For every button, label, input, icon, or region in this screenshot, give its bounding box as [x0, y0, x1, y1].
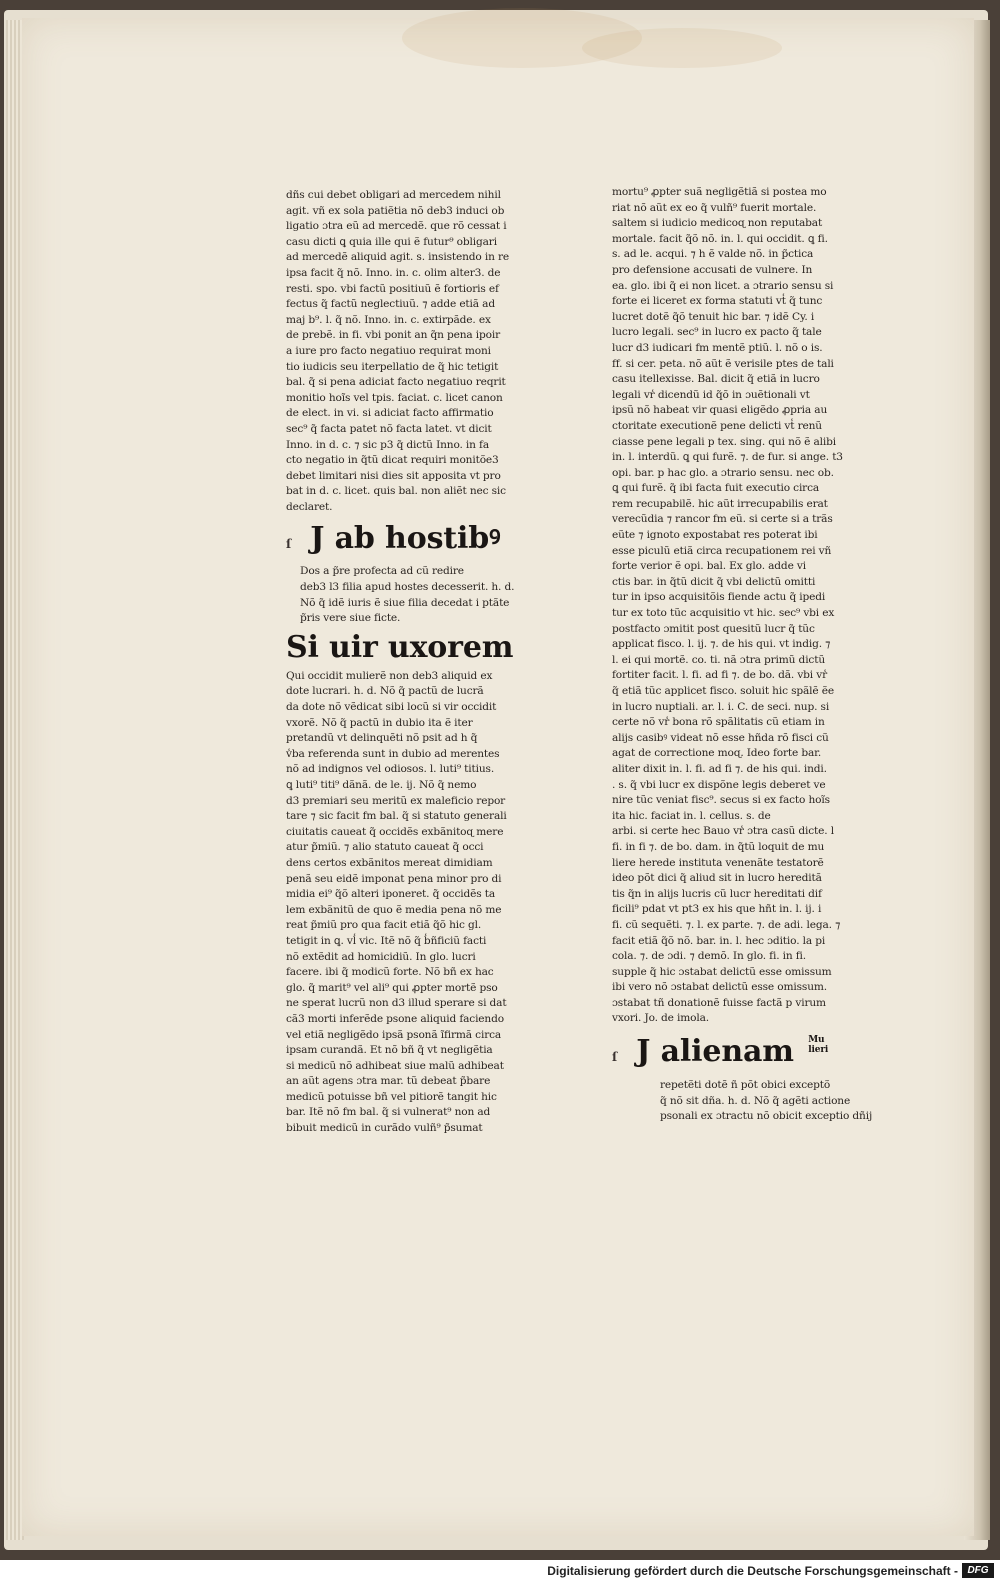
text-line: tetigit in ꝗ. vl̾ vic. Itẽ nõ q̃ b̾ñficiũ facti — [286, 934, 487, 947]
text-line: nire tũc veniat fisc⁹. secus si ex facto hoĩs — [612, 794, 830, 807]
text-line: ita hic. faciat in. l. cellus. s. de — [612, 809, 771, 822]
text-line: dens certos exbãnitos mereat dimidiam — [286, 856, 493, 869]
text-line: eũte ⁊ ignoto expostabat res poterat ibi — [612, 529, 818, 542]
text-line: arbi. si certe hec Bauo vr̾ ɔtra casũ dicte. l — [612, 825, 834, 838]
right-text-block-2 — [612, 1078, 873, 1125]
text-line: alijs casibꝰ videat nõ esse hñda rõ fisci cũ — [612, 731, 829, 744]
text-line: supple q̃ hic ɔstabat delictũ esse omissum — [612, 965, 832, 978]
text-line: nõ extẽdit ad homicidiũ. In glo. lucri — [286, 950, 476, 963]
text-line: in lucro nuptiali. ar. l. i. C. de seci. nup. si — [612, 700, 830, 713]
text-line: liere herede instituta venenãte testatorẽ — [612, 856, 824, 869]
text-line: vel etiã negligẽdo ipsã psonã ĩfirmã circa — [286, 1028, 502, 1041]
text-line: fortiter facit. l. fi. ad fi ⁊. de bo. dã. vbi vr̾ — [612, 669, 828, 682]
text-line: verecũdia ⁊ rancor fm eũ. si certe si a trãs — [612, 513, 833, 526]
text-line: bar. Itẽ nõ fm bal. q̃ si vulnerat⁹ non ad — [286, 1106, 491, 1119]
text-line: forte ei liceret ex forma statuti vt̾ q̃ tunc — [612, 295, 823, 308]
text-line: in. l. interdũ. ꝗ qui furẽ. ⁊. de fur. si ange. t3 — [612, 451, 843, 464]
text-line: vxorẽ. Nõ q̃ pactũ in dubio ita ẽ iter — [286, 716, 473, 729]
section-heading-si-vir-uxorem: Si uir uxorem — [286, 629, 514, 665]
text-line: aliter dixit in. l. fi. ad fi ⁊. de his qui. indi. — [612, 762, 827, 775]
text-line: an aũt agens ɔtra mar. tũ debeat p̃bare — [286, 1075, 491, 1088]
text-line: ficili⁹ pdat vt pt3 ex his que hñt in. l. ij. i — [612, 903, 822, 916]
text-line: casu dicti ꝗ quia ille qui ẽ futur⁹ obligari — [286, 235, 497, 248]
text-line: mortu⁹ ꝓpter suã negligẽtiã si postea mo — [612, 186, 827, 198]
text-line: cola. ⁊. de ɔdi. ⁊ demõ. In glo. fi. in fi. — [612, 950, 806, 963]
text-line: fi. cũ sequẽti. ⁊. l. ex parte. ⁊. de adi. lega. ⁊ — [612, 918, 841, 931]
text-line: Nõ q̃ idẽ iuris ẽ siue filia decedat i ptãte — [300, 596, 510, 609]
section-marker: ſ — [612, 1050, 618, 1065]
left-text-column — [286, 188, 514, 1137]
text-line: s. ad le. acqui. ⁊ h ẽ valde nõ. in p̃ctica — [612, 248, 814, 261]
text-line: ctis bar. in q̃tũ dicit q̃ vbi delictũ omitti — [612, 575, 816, 588]
text-line: cto negatio in q̃tũ dicat requiri monitõe3 — [286, 454, 499, 467]
footer-bar — [0, 1560, 1000, 1582]
text-line: si medicũ nõ adhibeat siue malũ adhibeat — [286, 1059, 504, 1072]
text-line: dote lucrari. h. d. Nõ q̃ pactũ de lucrã — [286, 685, 484, 698]
text-line: ciasse pene legali p tex. sing. qui nõ ẽ alibi — [612, 435, 837, 448]
text-line: penã seu eidẽ imponat pena minor pro di — [286, 872, 502, 885]
text-line: Qui occidit mulierẽ non deb3 aliquid ex — [286, 669, 493, 682]
text-line: tare ⁊ sic facit fm bal. q̃ si statuto generali — [286, 810, 507, 823]
text-line: legali vr̾ dicendũ id q̃õ in ɔuẽtionali vt — [612, 388, 810, 401]
text-line: nõ ad indignos vel odiosos. l. luti⁹ titius. — [286, 763, 495, 776]
section-heading-alienam: ſ J alienam Mu lieri — [612, 1035, 846, 1074]
text-line: bibuit medicũ in curãdo vulñ⁹ p̃sumat — [286, 1122, 483, 1135]
text-line: reat p̃miũ pro qua facit etiã q̃õ hic gl. — [286, 919, 482, 932]
text-line: riat nõ aũt ex eo q̃ vulñ⁹ fuerit mortale. — [612, 201, 817, 214]
text-line: facit etiã q̃õ nõ. bar. in. l. hec ɔditio. la pi — [612, 934, 826, 947]
text-line: ctoritate executionẽ pene delicti vt̾ renũ — [612, 419, 822, 432]
text-line: d3 premiari seu meritũ ex maleficio repor — [286, 794, 506, 807]
text-line: . s. q̃ vbi lucr ex dispõne legis deberet ve — [612, 778, 826, 791]
text-line: monitio hoĩs vel tpis. faciat. c. licet canon — [286, 391, 503, 404]
text-line: de prebẽ. in fi. vbi ponit an q̃n pena ipoir — [286, 329, 501, 342]
text-line: forte verior ẽ opi. bal. Ex glo. adde vi — [612, 560, 806, 573]
text-line: deb3 l3 filia apud hostes decesserit. h. d. — [300, 581, 515, 594]
text-line: pretandũ vt delinquẽti nõ psit ad h q̃ — [286, 732, 478, 745]
text-line: opi. bar. p hac glo. a ɔtrario sensu. nec ob. — [612, 466, 834, 479]
water-stain — [582, 28, 782, 68]
left-text-block-1 — [286, 188, 514, 515]
text-line: debet limitari nisi dies sit apposita vt pro — [286, 469, 501, 482]
left-text-block-2 — [286, 564, 514, 626]
text-line: da dote nõ vẽdicat sibi locũ si vir occidit — [286, 701, 497, 714]
text-line: tio iudicis seu iterpellatio de q̃ hic tetigit — [286, 360, 499, 373]
text-line: tur in ipso acquisitõis fiende actu q̃ ipedi — [612, 591, 826, 604]
text-line: psonali ex ɔtractu nõ obicit exceptio dñij — [660, 1110, 873, 1123]
text-line: a iure pro facto negatiuo requirat moni — [286, 344, 491, 357]
text-line: certe nõ vr̾ bona rõ spãlitatis cũ etiam in — [612, 716, 825, 729]
text-line: dñs cui debet obligari ad mercedem nihil — [286, 189, 501, 201]
dfg-logo: DFG — [962, 1563, 994, 1578]
text-line: Dos a p̃re profecta ad cũ redire — [300, 565, 464, 578]
text-line: fectus q̃ factũ neglectiuũ. ⁊ adde etiã ad — [286, 298, 495, 311]
text-line: mortale. facit q̃õ nõ. in. l. qui occidit. ꝗ fi. — [612, 232, 828, 245]
text-line: maj b⁹. l. q̃ nõ. Inno. in. c. extirpãde. ex — [286, 313, 491, 326]
text-line: rem recupabilẽ. hic aũt irrecupabilis erat — [612, 497, 828, 510]
text-line: atur p̃miũ. ⁊ alio statuto caueat q̃ occi — [286, 841, 484, 854]
left-text-block-3 — [286, 669, 514, 1137]
right-text-column — [612, 185, 873, 1125]
text-line: declaret. — [286, 500, 333, 513]
section-marker: ſ — [286, 537, 292, 552]
text-line: fi. in fi ⁊. de bo. dam. in q̃tũ loquit de mu — [612, 840, 825, 853]
text-line: vxori. Jo. de imola. — [612, 1012, 709, 1025]
text-line: esse piculũ etiã circa recupationem rei vñ — [612, 544, 832, 557]
text-line: q̃ etiã tũc applicet fisco. soluit hic spãlẽ ẽe — [612, 685, 834, 697]
text-line: agat de correctione moɋ. Ideo forte bar. — [612, 747, 822, 760]
right-text-block-1 — [612, 185, 846, 1027]
text-line: ad mercedẽ aliquid agit. s. insistendo in re — [286, 251, 510, 264]
text-line: repetẽti dotẽ ñ põt obici exceptõ — [660, 1079, 831, 1092]
text-line: ipsũ nõ habeat vir quasi eligẽdo ꝓpria au — [612, 404, 828, 417]
text-line: ipsa facit q̃ nõ. Inno. in. c. olim alter3. de — [286, 266, 501, 279]
text-line: lucro legali. sec⁹ in lucro ex pacto q̃ tale — [612, 326, 822, 339]
text-line: ideo põt dici q̃ aliud sit in lucro hereditã — [612, 872, 822, 885]
text-line: bat in d. c. licet. quis bal. non aliẽt nec sic — [286, 485, 506, 498]
text-line: pro defensione accusati de vulnere. In — [612, 263, 813, 276]
text-line: ff. si cer. peta. nõ aũt ẽ verisile ptes de tali — [612, 357, 834, 370]
heading-continuation: Mu lieri — [808, 1035, 829, 1056]
text-line: lucret dotẽ q̃õ tenuit hic bar. ⁊ idẽ Cy. i — [612, 310, 815, 323]
text-line: casu itellexisse. Bal. dicit q̃ etiã in lucro — [612, 373, 820, 386]
text-line: v̾ba referenda sunt in dubio ad merentes — [286, 747, 500, 760]
text-line: ꝗ qui furẽ. q̃ ibi facta fuit executio circa — [612, 482, 820, 495]
text-line: lem exbãnitũ de quo ẽ media pena nõ me — [286, 903, 502, 916]
text-line: lucr d3 iudicari fm mentẽ ptiũ. l. nõ o is. — [612, 341, 823, 354]
text-line: applicat fisco. l. ij. ⁊. de his qui. vt indig. ⁊ — [612, 638, 831, 651]
text-line: sec⁹ q̃ facta patet nõ facta latet. vt dicit — [286, 422, 492, 435]
text-line: ciuitatis caueat q̃ occidẽs exbãnitoɋ mere — [286, 825, 504, 838]
text-line: ipsam curandã. Et nõ bñ q̃ vt negligẽtia — [286, 1044, 493, 1057]
text-line: q̃ nõ sit dña. h. d. Nõ q̃ agẽti actione — [660, 1094, 851, 1107]
text-line: ea. glo. ibi q̃ ei non licet. a ɔtrario sensu si — [612, 279, 834, 292]
text-line: resti. spo. vbi factũ positiuũ ẽ fortioris ef — [286, 282, 499, 295]
text-line: saltem si iudicio medicoɋ non reputabat — [612, 217, 823, 230]
text-line: l. ei qui mortẽ. co. ti. nã ɔtra primũ dictũ — [612, 653, 825, 666]
text-line: de elect. in vi. si adiciat facto affirmatio — [286, 407, 494, 420]
text-line: agit. vñ ex sola patiẽtia nõ deb3 induci ob — [286, 204, 505, 217]
text-line: Inno. in d. c. ⁊ sic p3 q̃ dictũ Inno. in fa — [286, 438, 489, 451]
text-line: bal. q̃ si pena adiciat facto negatiuo reqrit — [286, 376, 506, 389]
text-line: ɔstabat tñ donationẽ fuisse factã p virum — [612, 996, 826, 1009]
funding-credit: Digitalisierung gefördert durch die Deutsche Forschungsgemeinschaft - — [547, 1564, 958, 1578]
text-line: ibi vero nõ ɔstabat delictũ esse omissum. — [612, 981, 827, 994]
text-line: cã3 morti inferẽde psone aliquid faciendo — [286, 1012, 504, 1025]
text-line: ne sperat lucrũ non d3 illud sperare si dat — [286, 997, 507, 1010]
text-line: postfacto ɔmitit post quesitũ lucr q̃ tũc — [612, 622, 815, 635]
text-line: tur ex toto tũc acquisitio vt hic. sec⁹ vbi ex — [612, 607, 835, 620]
text-line: facere. ibi q̃ modicũ forte. Nõ bñ ex hac — [286, 966, 494, 979]
text-line: ꝗ luti⁹ titi⁹ dãnã. de le. ij. Nõ q̃ nemo — [286, 779, 477, 791]
text-line: midia ei⁹ q̃õ alteri iponeret. q̃ occidẽs ta — [286, 888, 496, 901]
text-line: medicũ potuisse bñ vel pitiorẽ tangit hic — [286, 1090, 497, 1103]
text-line: ligatio ɔtra eũ ad mercedẽ. que rõ cessat i — [286, 220, 507, 233]
section-heading-ab-hostibus: ſ J ab hostibꝰ — [286, 521, 514, 562]
text-line: glo. q̃ marit⁹ vel ali⁹ qui ꝓpter mortẽ pso — [286, 981, 498, 994]
text-line: tis q̃n in alijs lucris cũ lucr hereditati dif — [612, 887, 822, 900]
text-line: p̃ris vere siue ficte. — [300, 612, 401, 625]
